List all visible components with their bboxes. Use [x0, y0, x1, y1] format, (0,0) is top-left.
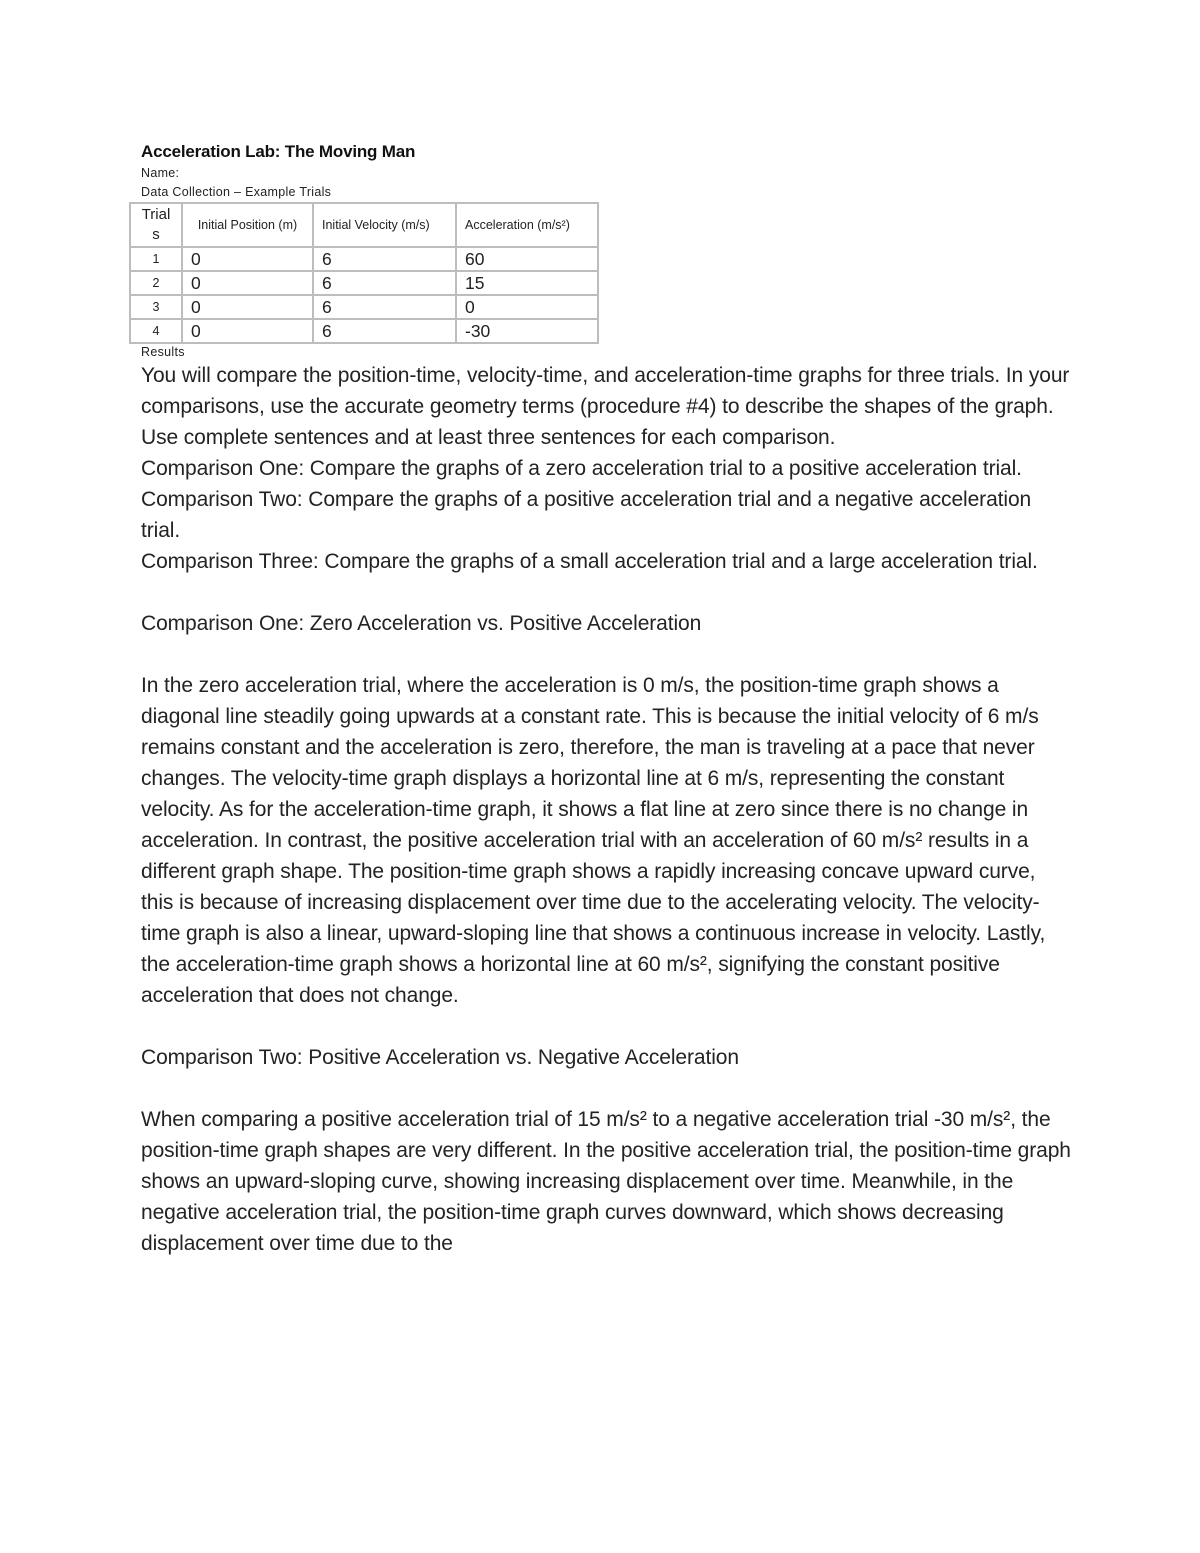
initial-velocity-cell: 6: [313, 271, 456, 295]
acceleration-cell: 15: [456, 271, 598, 295]
table-row: [130, 247, 598, 271]
initial-position-cell: 0: [182, 319, 313, 343]
comparison-one-body: In the zero acceleration trial, where the acceleration is 0 m/s, the position-time graph shows a diagonal line steadily going upwards at a constant rate. This is because the initial velocity of 6 m/s remains constant and the acceleration is zero, therefore, the man is traveling at a pace that never changes. The velocity-time graph displays a horizontal line at 6 m/s, representing the constant velocity. As for the acceleration-time graph, it shows a flat line at zero since there is no change in acceleration. In contrast, the positive acceleration trial with an acceleration of 60 m/s² results in a different graph shape. The position-time graph shows a rapidly increasing concave upward curve, this is because of increasing displacement over time due to the accelerating velocity. The velocity-time graph is also a linear, upward-sloping line that shows a continuous increase in velocity. Lastly, the acceleration-time graph shows a horizontal line at 60 m/s², signifying the constant positive acceleration that does not change.: [141, 674, 1046, 1007]
section-label: Data Collection – Example Trials: [141, 185, 332, 199]
header-initial-position: Initial Position (m): [182, 203, 313, 247]
trials-table: [129, 202, 599, 344]
header-initial-velocity: Initial Velocity (m/s): [313, 203, 456, 247]
initial-position-cell: 0: [182, 295, 313, 319]
table-row: [130, 319, 598, 343]
initial-velocity-cell: 6: [313, 295, 456, 319]
document-page: [141, 140, 1071, 1259]
prompt-comparison-three: Comparison Three: Compare the graphs of a small acceleration trial and a large acceleration trial.: [141, 550, 1038, 573]
comparison-one-heading: Comparison One: Zero Acceleration vs. Positive Acceleration: [141, 612, 702, 635]
spacer: [141, 1011, 1071, 1042]
comparison-two-body: When comparing a positive acceleration trial of 15 m/s² to a negative acceleration trial -30 m/s², the position-time graph shapes are very different. In the positive acceleration trial, the position-time graph shows an upward-sloping curve, showing increasing displacement over time. Meanwhile, in the negative acceleration trial, the position-time graph curves downward, which shows decreasing displacement over time due to the: [141, 1108, 1071, 1255]
spacer: [141, 639, 1071, 670]
table-header-row: [130, 203, 598, 247]
prompt-comparison-one: Comparison One: Compare the graphs of a zero acceleration trial to a positive acceleration trial.: [141, 457, 1022, 480]
table-row: [130, 271, 598, 295]
name-label: Name:: [141, 166, 180, 180]
trial-number: 1: [130, 247, 182, 271]
header-trials: Trial s: [130, 203, 182, 247]
trial-number: 2: [130, 271, 182, 295]
initial-velocity-cell: 6: [313, 319, 456, 343]
spacer: [141, 577, 1071, 608]
results-label: Results: [141, 345, 185, 359]
initial-position-cell: 0: [182, 247, 313, 271]
acceleration-cell: -30: [456, 319, 598, 343]
document-title: Acceleration Lab: The Moving Man: [141, 142, 416, 161]
trial-number: 3: [130, 295, 182, 319]
acceleration-cell: 60: [456, 247, 598, 271]
intro-paragraph: You will compare the position-time, velocity-time, and acceleration-time graphs for three trials. In your comparisons, use the accurate geometry terms (procedure #4) to describe the shapes of the graph. Use complete sentences and at least three sentences for each comparison.: [141, 364, 1070, 449]
spacer: [141, 1073, 1071, 1104]
trial-number: 4: [130, 319, 182, 343]
initial-position-cell: 0: [182, 271, 313, 295]
header-acceleration: Acceleration (m/s²): [456, 203, 598, 247]
table-row: [130, 295, 598, 319]
prompt-comparison-two: Comparison Two: Compare the graphs of a positive acceleration trial and a negative acceleration trial.: [141, 488, 1032, 542]
initial-velocity-cell: 6: [313, 247, 456, 271]
comparison-two-heading: Comparison Two: Positive Acceleration vs. Negative Acceleration: [141, 1046, 739, 1069]
acceleration-cell: 0: [456, 295, 598, 319]
